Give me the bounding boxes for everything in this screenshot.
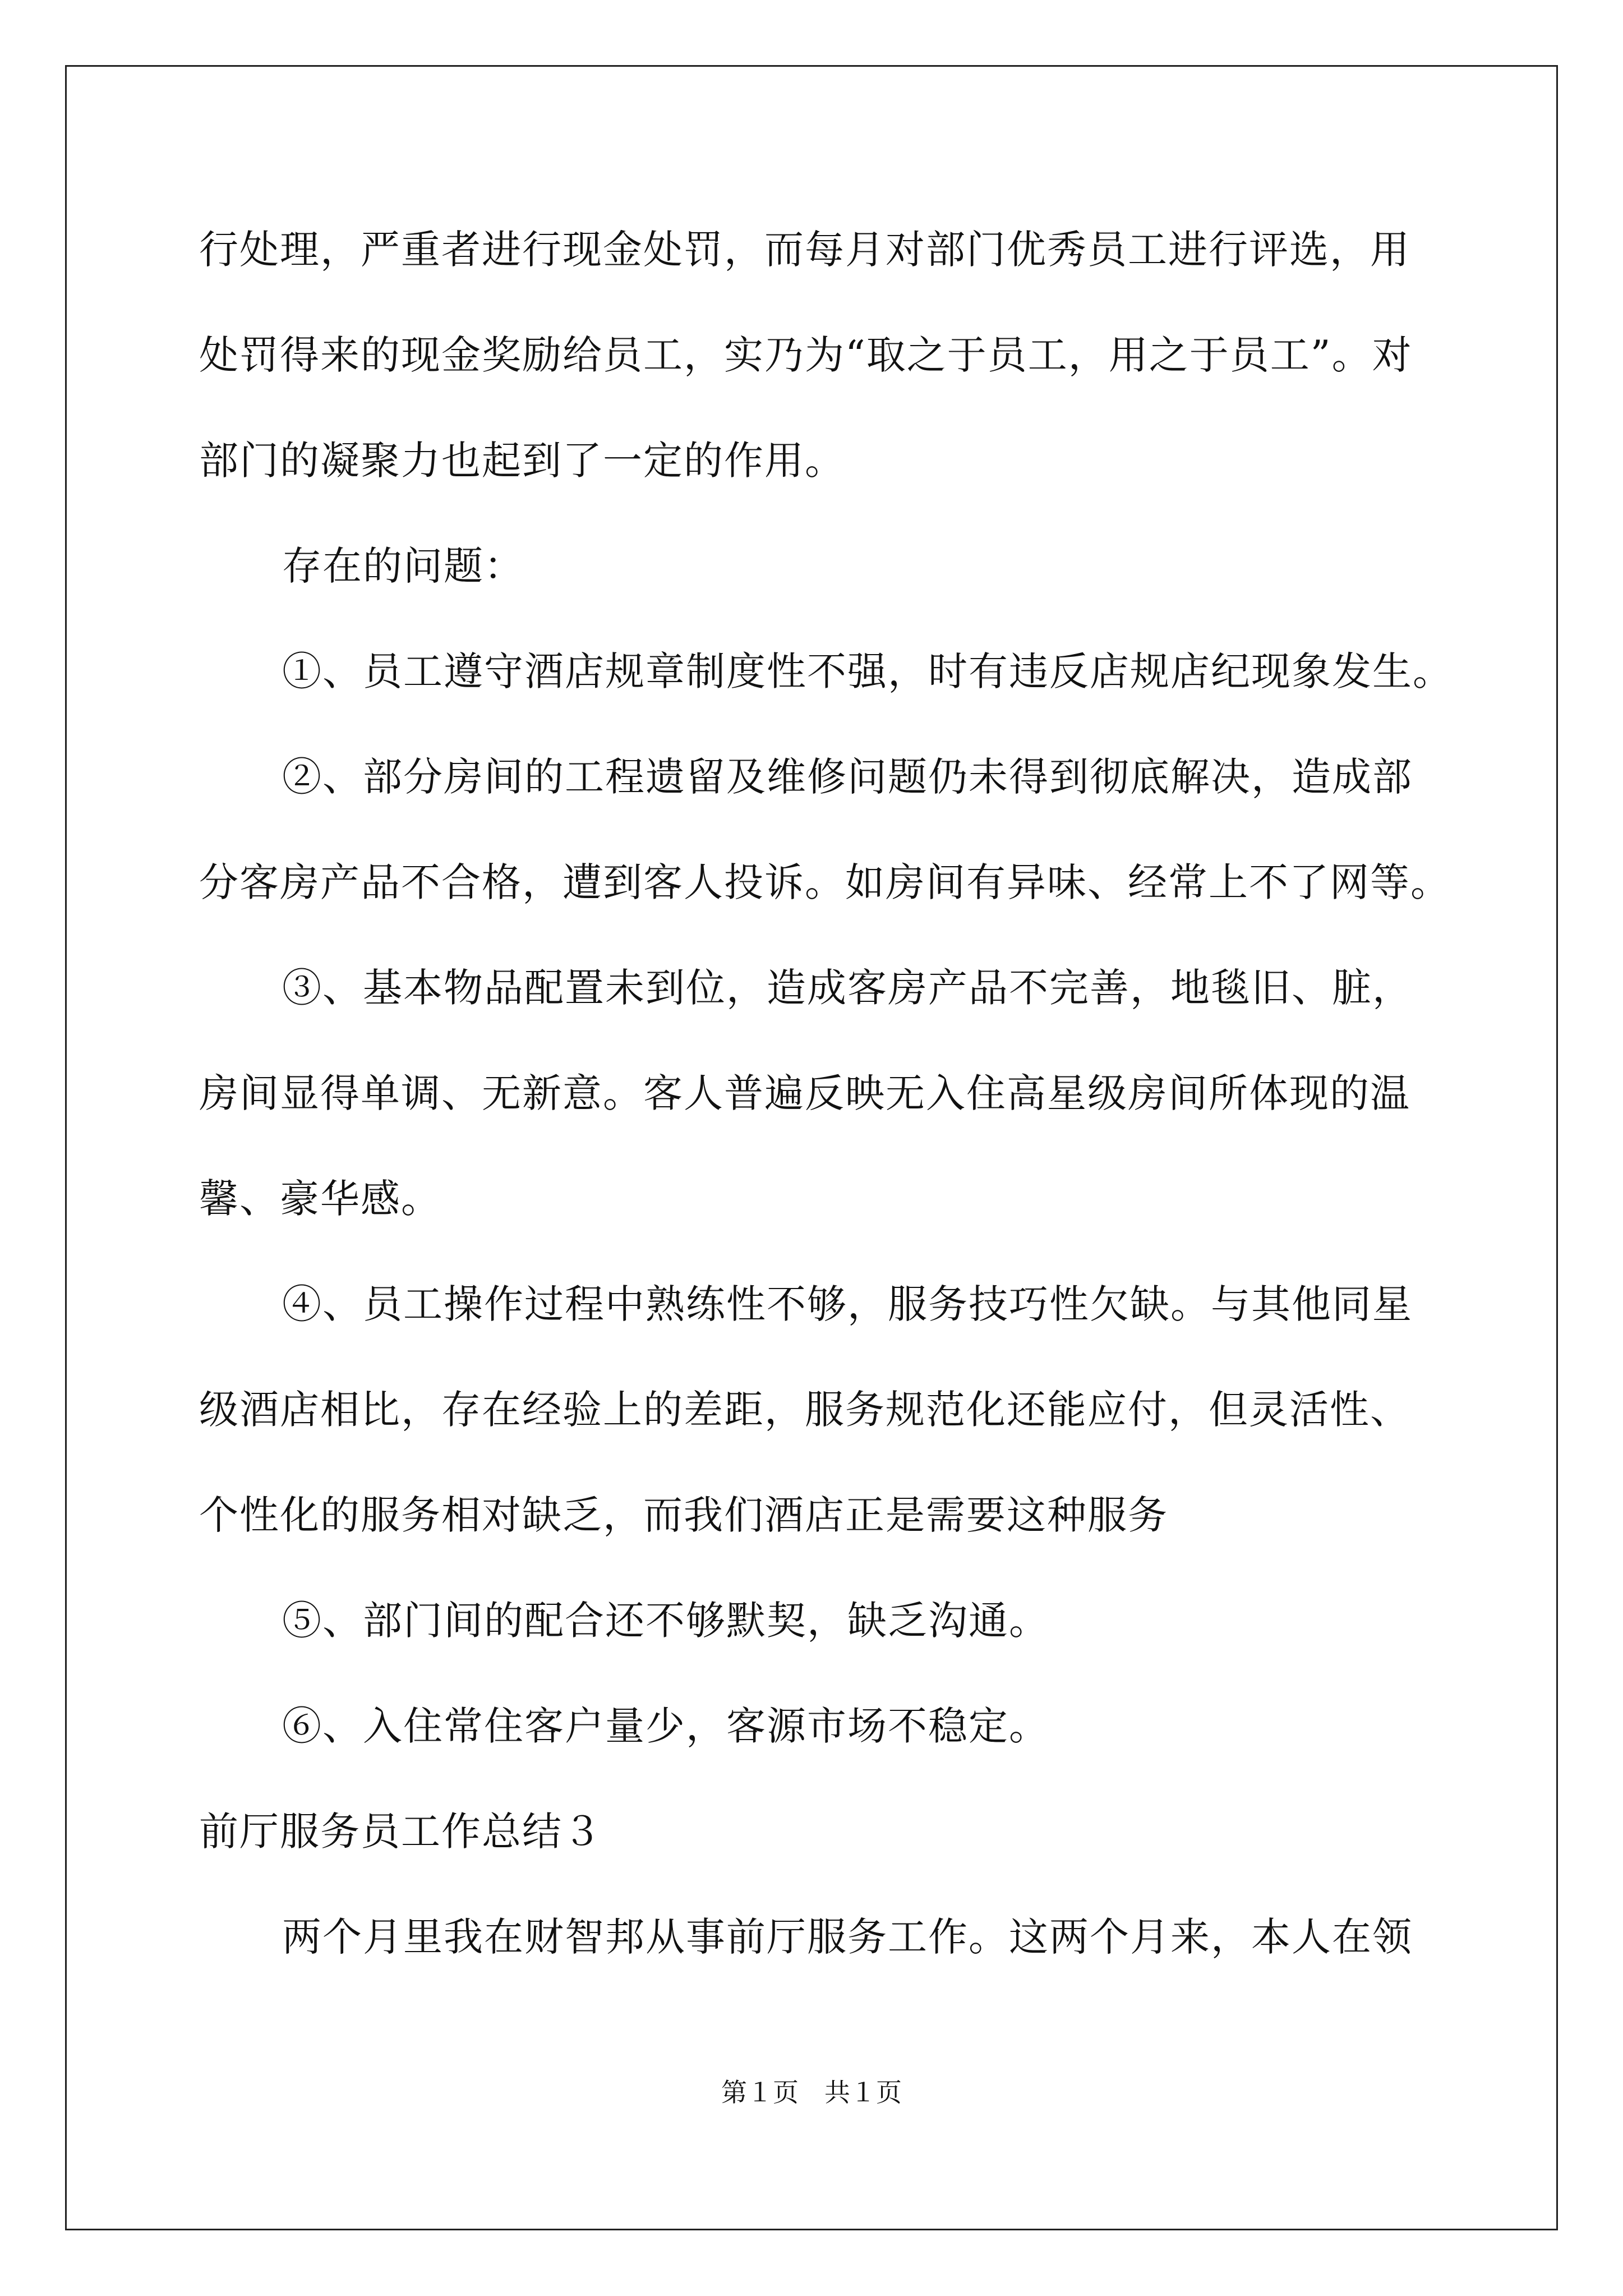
text-line: 级酒店相比，存在经验上的差距，服务规范化还能应付，但灵活性、 — [199, 1387, 1410, 1433]
text-line: 处罚得来的现金奖励给员工，实乃为“取之于员工，用之于员工”。对 — [199, 332, 1413, 378]
list-item: ①、员工遵守酒店规章制度性不强，时有违反店规店纪现象发生。 — [282, 648, 1453, 694]
list-item: ⑤、部门间的配合还不够默契，缺乏沟通。 — [282, 1598, 1049, 1644]
page-number-footer: 第１页 共１页 — [721, 2077, 902, 2108]
text-line: 房间显得单调、无新意。客人普遍反映无入住高星级房间所体现的温 — [199, 1070, 1410, 1116]
text-line: 分客房产品不合格，遭到客人投诉。如房间有异味、经常上不了网等。 — [199, 859, 1451, 905]
list-item: ③、基本物品配置未到位，造成客房产品不完善，地毯旧、脏， — [282, 965, 1413, 1011]
section-heading: 前厅服务员工作总结３ — [199, 1809, 603, 1855]
list-item: ⑥、入住常住客户量少，客源市场不稳定。 — [282, 1703, 1049, 1749]
text-line: 行处理，严重者进行现金处罚，而每月对部门优秀员工进行评选，用 — [199, 227, 1410, 273]
list-item: ④、员工操作过程中熟练性不够，服务技巧性欠缺。与其他同星 — [282, 1281, 1413, 1327]
text-line: 馨、豪华感。 — [199, 1176, 441, 1222]
text-line: 部门的凝聚力也起到了一定的作用。 — [199, 438, 845, 484]
text-line: 个性化的服务相对缺乏，而我们酒店正是需要这种服务 — [199, 1492, 1168, 1538]
list-item: ②、部分房间的工程遗留及维修问题仍未得到彻底解决，造成部 — [282, 754, 1413, 800]
section-label: 存在的问题： — [282, 543, 524, 589]
page-border — [65, 65, 1558, 2230]
text-line: 两个月里我在财智邦从事前厅服务工作。这两个月来，本人在领 — [282, 1914, 1413, 1960]
